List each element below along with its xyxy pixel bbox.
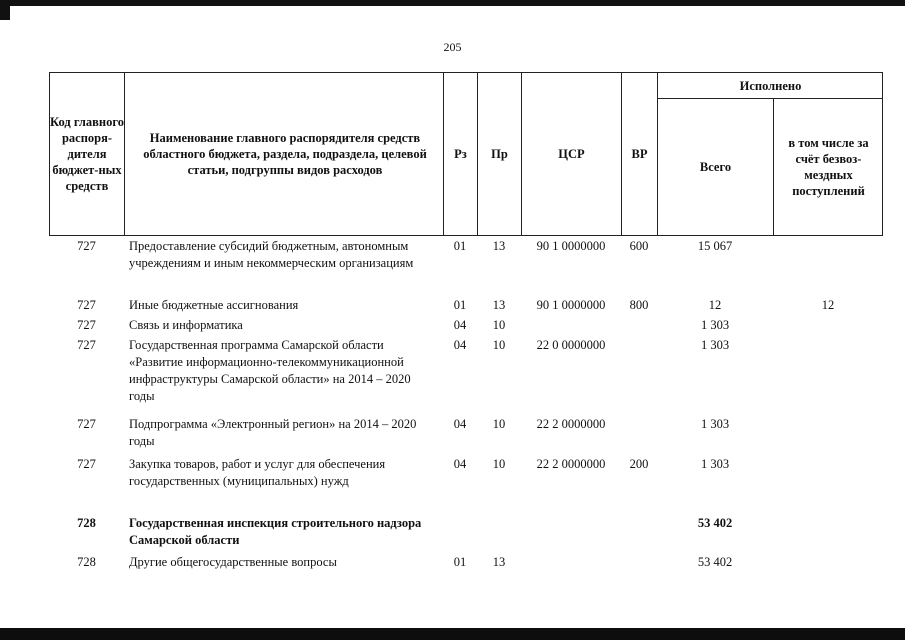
scan-border-bottom [0,628,905,640]
cell-total: 1 303 [700,338,730,352]
cell-rz: 04 [453,457,467,471]
cell-incl: 12 [821,298,835,312]
cell-name: Закупка товаров, работ и услуг для обеспечения государственных (муниципальных) нужд [129,457,386,488]
cell-code: 727 [77,417,96,431]
cell-rz: 04 [453,338,467,352]
cell-pr: 13 [492,239,506,253]
header-code: Код главного распоря-дителя бюджет-ных средств [50,115,124,193]
header-incl-gratuitous: в том числе за счёт безвоз-мездных поступлений [788,136,869,198]
cell-total: 53 402 [697,516,733,530]
cell-name: Государственная программа Самарской области «Развитие информационно-телекоммуникационной инфраструктуры Самарской области» на 2014 – 2020 годы [129,338,411,403]
cell-rz: 01 [453,298,467,312]
table-header [49,72,883,236]
cell-name: Государственная инспекция строительного надзора Самарской области [129,516,422,547]
cell-rz: 01 [453,555,467,569]
scan-border-top [8,0,905,6]
cell-pr: 13 [492,298,506,312]
cell-vr: 800 [629,298,649,312]
cell-name: Предоставление субсидий бюджетным, автономным учреждениям и иным некоммерческим организациям [129,239,414,270]
header-name: Наименование главного распорядителя средств областного бюджета, раздела, подраздела, целевой статьи, подгруппы видов расходов [143,131,427,177]
cell-total: 15 067 [697,239,733,253]
header-divider [124,73,125,235]
header-rz: Рз [454,147,467,161]
cell-rz: 04 [453,417,467,431]
cell-total: 1 303 [700,457,730,471]
cell-code: 727 [77,457,96,471]
cell-rz: 04 [453,318,467,332]
cell-pr: 10 [492,417,506,431]
cell-pr: 13 [492,555,506,569]
cell-total: 1 303 [700,318,730,332]
cell-total: 1 303 [700,417,730,431]
header-executed: Исполнено [739,78,802,93]
cell-code: 727 [77,338,96,352]
cell-code: 728 [77,555,96,569]
cell-name: Другие общегосударственные вопросы [129,555,337,569]
cell-code: 728 [77,516,96,530]
cell-rz: 01 [453,239,467,253]
cell-csr: 90 1 0000000 [536,298,606,312]
cell-vr: 600 [629,239,649,253]
cell-name: Связь и информатика [129,318,243,332]
cell-name: Иные бюджетные ассигнования [129,298,299,312]
header-pr: Пр [491,147,508,161]
cell-csr: 22 2 0000000 [536,417,606,431]
cell-csr: 22 0 0000000 [536,338,606,352]
cell-pr: 10 [492,338,506,352]
cell-code: 727 [77,239,96,253]
cell-pr: 10 [492,318,506,332]
cell-csr: 22 2 0000000 [536,457,606,471]
header-total: Всего [699,160,732,174]
page-number: 205 [443,40,462,54]
cell-name: Подпрограмма «Электронный регион» на 2014 – 2020 годы [129,417,417,448]
cell-csr: 90 1 0000000 [536,239,606,253]
cell-total: 12 [708,298,722,312]
cell-total: 53 402 [697,555,733,569]
cell-code: 727 [77,318,96,332]
header-csr: ЦСР [558,147,585,161]
cell-code: 727 [77,298,96,312]
cell-vr: 200 [629,457,649,471]
header-vr: ВР [631,147,648,161]
cell-pr: 10 [492,457,506,471]
